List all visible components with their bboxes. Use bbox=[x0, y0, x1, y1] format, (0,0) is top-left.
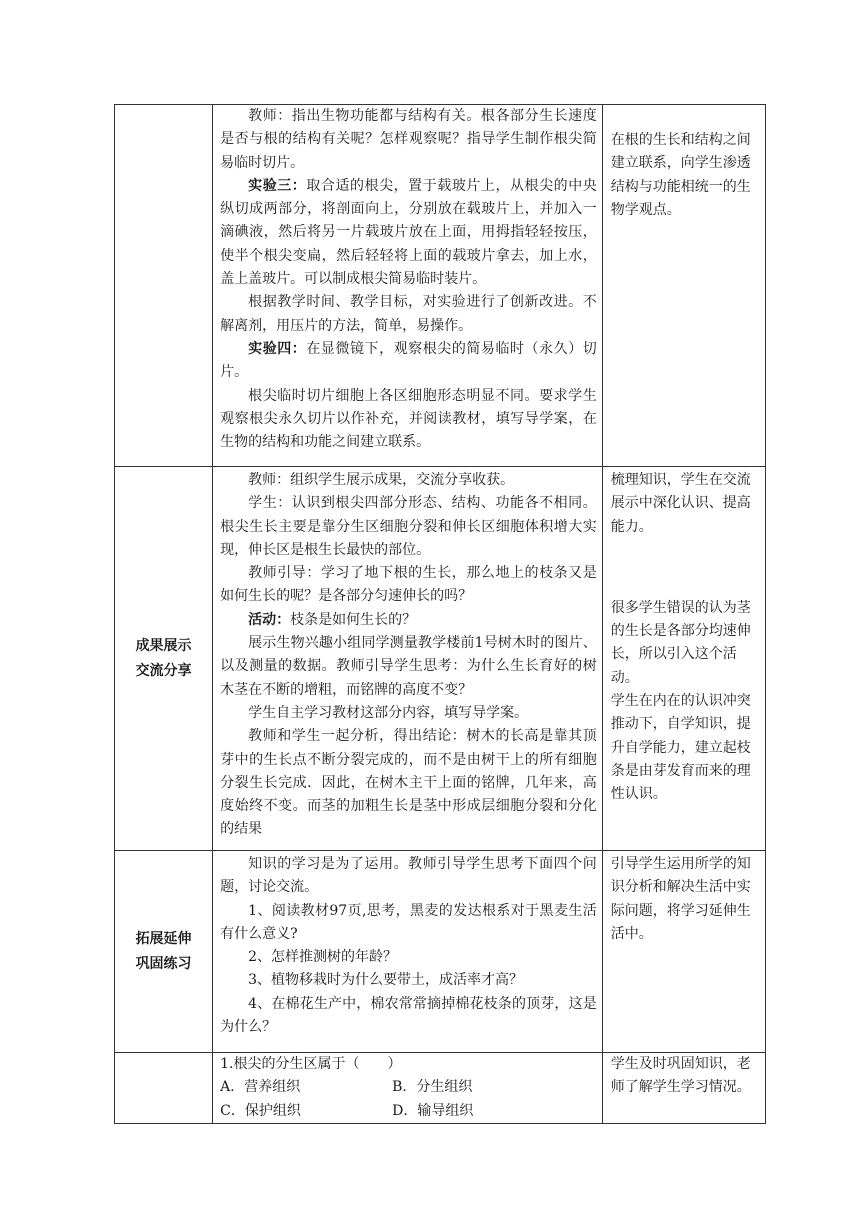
paragraph: 教师：指出生物功能都与结构有关。根各部分生长速度是否与根的结构有关呢？怎样观察呢？指导学生制作根尖简易临时切片。 bbox=[220, 108, 597, 171]
paragraph: 活动：枝条是如何生长的？ bbox=[248, 611, 417, 628]
bold-lead: 活动： bbox=[248, 611, 291, 628]
paragraph: 4、在棉花生产中，棉农常常摘掉棉花枝条的顶芽，这是为什么？ bbox=[220, 995, 597, 1036]
note-text: 学生及时巩固知识，老师了解学生学习情况。 bbox=[610, 1056, 751, 1096]
note-cell bbox=[602, 1053, 765, 1124]
note-text: 在根的生长和结构之间建立联系，向学生渗透结构与功能相统一的生物学观点。 bbox=[610, 132, 751, 218]
row-label: 成果展示 交流分享 bbox=[135, 637, 192, 679]
bold-lead: 实验三： bbox=[248, 177, 307, 194]
table-row bbox=[115, 851, 766, 1053]
paragraph: 3、植物移栽时为什么要带土，成活率才高？ bbox=[248, 972, 524, 989]
table-row bbox=[115, 467, 766, 851]
note-text: 学生在内在的认识冲突推动下，自学知识，提升自学能力，建立起枝条是由芽发育而来的理性认识。 bbox=[610, 693, 751, 803]
content-cell bbox=[213, 105, 603, 467]
option: A．营养组织 bbox=[220, 1079, 301, 1096]
row-label-cell bbox=[115, 851, 213, 1053]
paragraph: 1、阅读教材97页,思考，黑麦的发达根系对于黑麦生活有什么意义? bbox=[220, 902, 597, 942]
note-text: 很多学生错误的认为茎的生长是各部分均速伸长，所以引入这个活动。 bbox=[610, 599, 751, 686]
paragraph: 教师引导：学习了地下根的生长，那么地上的枝条又是如何生长的呢？是各部分匀速伸长的吗？ bbox=[220, 565, 597, 605]
lesson-plan-table bbox=[114, 104, 766, 1124]
table-row bbox=[115, 1053, 766, 1124]
content-cell bbox=[213, 851, 603, 1053]
question-text: 1.根尖的分生区属于（ ） bbox=[220, 1056, 402, 1072]
paragraph: 展示生物兴趣小组同学测量教学楼前1号树木时的图片、以及测量的数据。教师引导学生思考：为什么生长育好的树木茎在不断的增粗，而铭牌的高度不变？ bbox=[220, 635, 597, 698]
content-cell bbox=[213, 1053, 603, 1124]
note-cell bbox=[602, 467, 765, 851]
option-row bbox=[220, 1100, 597, 1123]
note-text: 梳理知识，学生在交流展示中深化认识、提高能力。 bbox=[610, 472, 751, 535]
paragraph: 根尖临时切片细胞上各区细胞形态明显不同。要求学生观察根尖永久切片以作补充，并阅读教材，填写导学案，在生物的结构和功能之间建立联系。 bbox=[220, 387, 597, 451]
table-row bbox=[115, 105, 766, 467]
note-cell bbox=[602, 105, 765, 467]
bold-lead: 实验四： bbox=[248, 340, 307, 357]
paragraph: 知识的学习是为了运用。教师引导学生思考下面四个问题，讨论交流。 bbox=[220, 856, 597, 896]
paragraph: 学生自主学习教材这部分内容，填写导学案。 bbox=[248, 704, 529, 721]
paragraph: 根据教学时间、教学目标，对实验进行了创新改进。不解离剂，用压片的方法，简单，易操作。 bbox=[220, 294, 597, 334]
content-cell bbox=[213, 467, 603, 851]
option-row bbox=[220, 1076, 597, 1099]
note-text: 引导学生运用所学的知识分析和解决生活中实际问题，将学习延伸生活中。 bbox=[610, 856, 751, 942]
note-cell bbox=[602, 851, 765, 1053]
row-label-cell bbox=[115, 105, 213, 467]
row-label-cell bbox=[115, 467, 213, 851]
option: D．输导组织 bbox=[392, 1102, 474, 1119]
paragraph: 学生：认识到根尖四部分形态、结构、功能各不相同。根尖生长主要是靠分生区细胞分裂和伸长区细胞体积增大实现，伸长区是根生长最快的部位。 bbox=[220, 495, 597, 558]
row-label-cell bbox=[115, 1053, 213, 1124]
paragraph: 教师和学生一起分析，得出结论：树木的长高是靠其顶芽中的生长点不断分裂完成的，而不是由树干上的所有细胞分裂生长完成．因此，在树木主干上面的铭牌，几年来，高度始终不变。而茎的加粗生长是茎中形成层细胞分裂和分化的结果 bbox=[220, 728, 597, 838]
option: C．保护组织 bbox=[220, 1102, 301, 1119]
paragraph: 教师：组织学生展示成果，交流分享收获。 bbox=[248, 472, 515, 488]
paragraph: 2、怎样推测树的年龄？ bbox=[248, 949, 398, 966]
row-label: 拓展延伸 巩固练习 bbox=[135, 930, 192, 972]
paragraph: 实验四：在显微镜下，观察根尖的简易临时（永久）切片。 bbox=[220, 340, 597, 381]
option: B．分生组织 bbox=[392, 1079, 473, 1096]
paragraph: 实验三：取合适的根尖，置于载玻片上，从根尖的中央纵切成两部分，将剖面向上，分别放在载玻片上，并加入一滴碘液，然后将另一片载玻片放在上面，用拇指轻轻按压，使半个根尖变扁，然后轻轻将上面的载玻片拿去，加上水，盖上盖玻片。可以制成根尖简易临时装片。 bbox=[220, 177, 597, 288]
